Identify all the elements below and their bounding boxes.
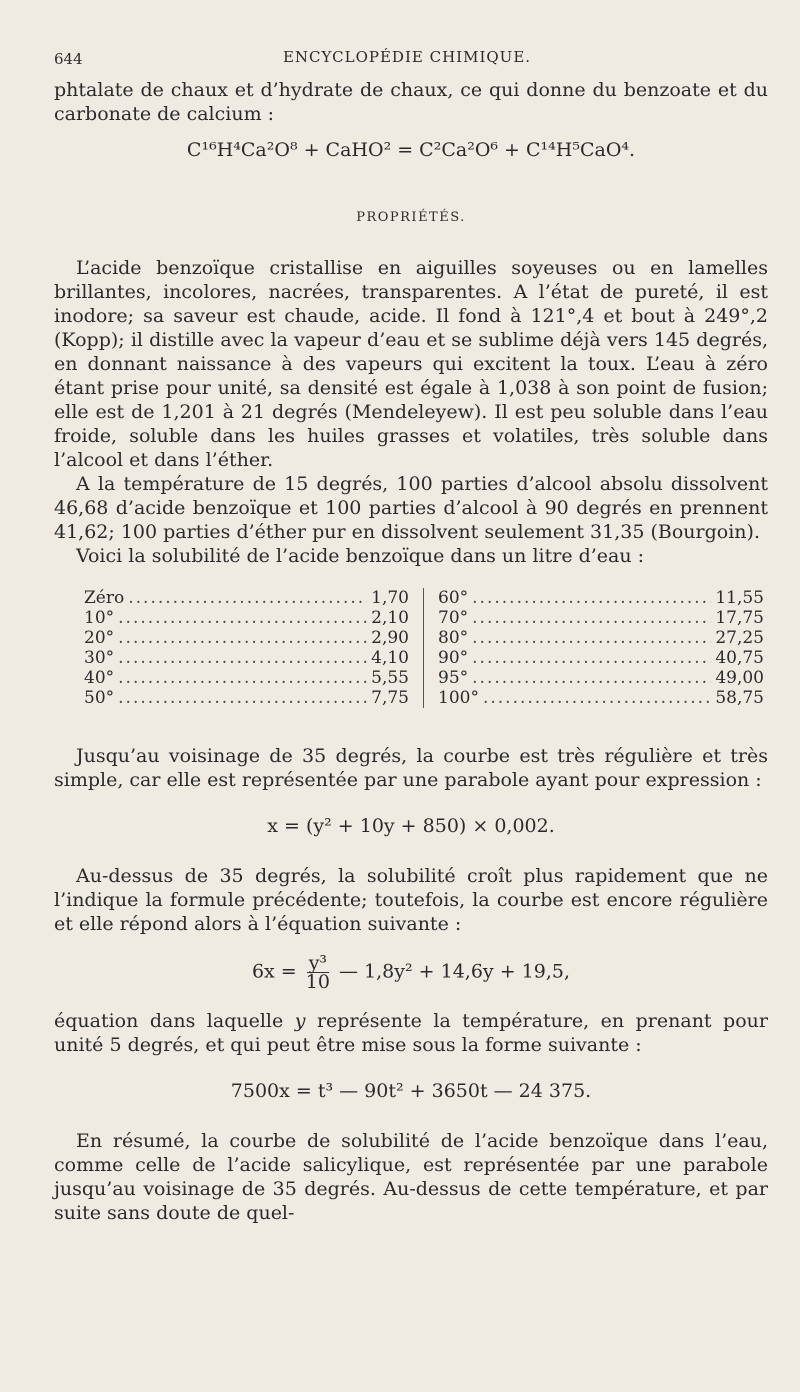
paragraph-solubility-intro: Voici la solubilité de l’acide benzoïque dans un litre d’eau :: [76, 545, 645, 567]
table-row: 60° ..... 11,55: [438, 588, 764, 608]
fraction: [306, 954, 330, 991]
table-row: 20° ..... 2,90: [84, 628, 409, 648]
intro-paragraph: phtalate de chaux et d’hydrate de chaux, ce qui donne du benzoate et du carbonate de calcium :: [54, 79, 768, 125]
fraction-denominator: 10: [305, 971, 330, 993]
paragraph-variable-definition: équation dans laquelle y représente la température, en prenant pour unité 5 degrés, et qui peut être mise sous la forme suivante :: [54, 1010, 768, 1056]
paragraph-parabola: Jusqu’au voisinage de 35 degrés, la courbe est très régulière et très simple, car elle est représentée par une parabole ayant pour expression :: [54, 745, 768, 791]
fraction-numerator: y³: [308, 952, 328, 974]
table-row: 100° ..... 58,75: [438, 688, 764, 708]
reaction-formula: C¹⁶H⁴Ca²O⁸ + CaHO² = C²Ca²O⁶ + C¹⁴H⁵CaO⁴.: [186, 139, 636, 161]
equation-final: 7500x = t³ — 90t² + 3650t — 24 375.: [230, 1080, 592, 1102]
table-row: 10° ..... 2,10: [84, 608, 409, 628]
solubility-table: [84, 588, 764, 708]
equation-cubic: [54, 954, 768, 991]
table-row: 50° ..... 7,75: [84, 688, 409, 708]
solubility-column-left: [84, 588, 424, 708]
paragraph-summary: En résumé, la courbe de solubilité de l’acide benzoïque dans l’eau, comme celle de l’acide salicylique, est représentée par une parabole jusqu’au voisinage de 35 degrés. Au-dessus de cette température, et par suite sans doute de quel-: [54, 1130, 768, 1224]
page-header: [54, 40, 760, 68]
table-row: 95° ..... 49,00: [438, 668, 764, 688]
equation-cubic-rest: — 1,8y² + 14,6y + 19,5,: [339, 960, 571, 983]
variable-y: y: [294, 1010, 306, 1032]
table-row: 80° ..... 27,25: [438, 628, 764, 648]
table-row: Zéro ..... 1,70: [84, 588, 409, 608]
paragraph-alcohol: A la température de 15 degrés, 100 parties d’alcool absolu dissolvent 46,68 d’acide benzoïque et 100 parties d’alcool à 90 degrés en prennent 41,62; 100 parties d’éther pur en dissolvent seulement 31,35 (Bourgoin).: [54, 473, 768, 543]
equation-parabola: x = (y² + 10y + 850) × 0,002.: [267, 815, 555, 837]
page-number: 644: [54, 50, 83, 68]
paragraph-above-35: Au-dessus de 35 degrés, la solubilité croît plus rapidement que ne l’indique la formule précédente; toutefois, la courbe est encore régulière et elle répond alors à l’équation suivante :: [54, 865, 768, 935]
table-row: 30° ..... 4,10: [84, 648, 409, 668]
running-title: ENCYCLOPÉDIE CHIMIQUE.: [282, 48, 532, 66]
equation-cubic-lhs: 6x =: [251, 960, 297, 983]
solubility-column-right: [424, 588, 764, 708]
section-title: PROPRIÉTÉS.: [356, 210, 466, 225]
paragraph-properties: L’acide benzoïque cristallise en aiguilles soyeuses ou en lamelles brillantes, incolores, nacrées, transparentes. A l’état de pureté, il est inodore; sa saveur est chaude, acide. Il fond à 121°,4 et bout à 249°,2 (Kopp); il distille avec la vapeur d’eau et se sublime déjà vers 145 degrés, en donnant naissance à des vapeurs qui excitent la toux. L’eau à zéro étant prise pour unité, sa densité est égale à 1,038 à son point de fusion; elle est de 1,201 à 21 degrés (Mendeleyew). Il est peu soluble dans l’eau froide, soluble dans les huiles grasses et volatiles, très soluble dans l’alcool et dans l’éther.: [54, 257, 768, 471]
page-body: [54, 78, 768, 1225]
table-row: 70° ..... 17,75: [438, 608, 764, 628]
table-row: 40° ..... 5,55: [84, 668, 409, 688]
table-row: 90° ..... 40,75: [438, 648, 764, 668]
